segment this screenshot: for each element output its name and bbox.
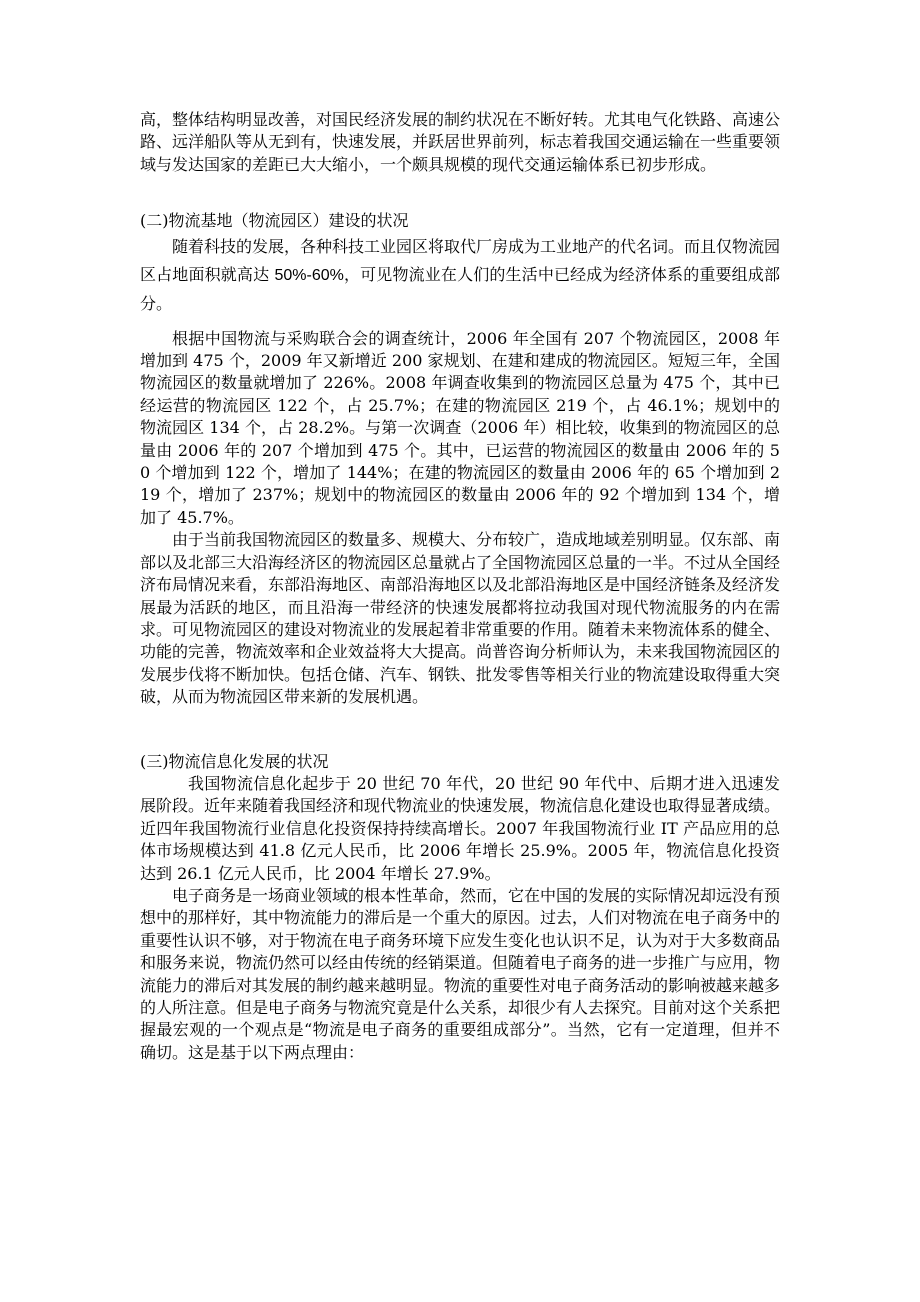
section-spacer xyxy=(140,709,780,751)
paragraph-regional-distribution: 由于当前我国物流园区的数量多、规模大、分布较广，造成地域差别明显。仅东部、南部以及北部三大沿海经济区的物流园区总量就占了全国物流园区总量的一半。不过从全国经济布局情况来看，东部沿海地区、南部沿海地区以及北部沿海地区是中国经济链条及经济发展最为活跃的地区，而且沿海一带经济的快速发展都将拉动我国对现代物流服务的内在需求。可见物流园区的建设对物流业的发展起着非常重要的作用。随着未来物流体系的健全、功能的完善，物流效率和企业效益将大大提高。尚普咨询分析师认为，未来我国物流园区的发展步伐将不断加快。包括仓储、汽车、钢铁、批发零售等相关行业的物流建设取得重大突破，从而为物流园区带来新的发展机遇。 xyxy=(140,530,781,707)
intro-paragraph: 高，整体结构明显改善，对国民经济发展的制约状况在不断好转。尤其电气化铁路、高速公路、远洋船队等从无到有，快速发展，并跃居世界前列，标志着我国交通运输在一些重要领域与发达国家的差距已大大缩小，一个颇具规模的现代交通运输体系已初步形成。 xyxy=(140,110,781,174)
section-heading-informatization: (三)物流信息化发展的状况 xyxy=(140,751,329,771)
paragraph-tech-park-text-b: ，可见物流业在人们的生活中已经成为经济体系的重要组成部分。 xyxy=(140,264,780,313)
paragraph-spacer xyxy=(140,318,780,328)
paragraph-survey-statistics: 根据中国物流与采购联合会的调查统计，2006 年全国有 207 个物流园区，2008 年增加到 475 个，2009 年又新增近 200 家规划、在建和建成的物流园区。短短三年，全国物流园区的数量就增加了 226%。2008 年调查收集到的物流园区总量为 475 个，其中已经运营的物流园区 122 个，占 25.7%；在建的物流园区 219 个，占 46.1%；规划中的物流园区 134 个，占 28.2%。与第一次调查（2006 年）相比较，收集到的物流园区的总量由 2006 年的 207 个增加到 475 个。其中，已运营的物流园区的数量由 2006 年的 50 个增加到 122 个，增加了 144%；在建的物流园区的数量由 2006 年的 65 个增加到 219 个，增加了 237%；规划中的物流园区的数量由 2006 年的 92 个增加到 134 个，增加了 45.7%。 xyxy=(140,328,780,527)
section-spacer xyxy=(140,176,780,210)
document-body xyxy=(140,109,780,1064)
land-area-percentage: 50%-60% xyxy=(274,266,344,284)
paragraph-tech-park xyxy=(140,233,780,318)
paragraph-tech-park-text-a: 随着科技的发展，各种科技工业园区将取代厂房成为工业地产的代名词。而且仅物流园区占地面积就高达 xyxy=(140,236,781,284)
paragraph-informatization-growth: 我国物流信息化起步于 20 世纪 70 年代，20 世纪 90 年代中、后期才进入迅速发展阶段。近年来随着我国经济和现代物流业的快速发展，物流信息化建设也取得显著成绩。近四年我国物流行业信息化投资保持持续高增长。2007 年我国物流行业 IT 产品应用的总体市场规模达到 41.8 亿元人民币，比 2006 年增长 25.9%。2005 年，物流信息化投资达到 26.1 亿元人民币，比 2004 年增长 27.9%。 xyxy=(140,773,781,883)
paragraph-ecommerce-logistics: 电子商务是一场商业领域的根本性革命，然而，它在中国的发展的实际情况却远没有预想中的那样好，其中物流能力的滞后是一个重大的原因。过去，人们对物流在电子商务中的重要性认识不够，对于物流在电子商务环境下应发生变化也认识不足，认为对于大多数商品和服务来说，物流仍然可以经由传统的经销渠道。但随着电子商务的进一步推广与应用，物流能力的滞后对其发展的制约越来越明显。物流的重要性对电子商务活动的影响被越来越多的人所注意。但是电子商务与物流究竟是什么关系，却很少有人去探究。目前对这个关系把握最宏观的一个观点是“物流是电子商务的重要组成部分”。当然，它有一定道理，但并不确切。这是基于以下两点理由： xyxy=(140,885,781,1062)
section-heading-logistics-base: (二)物流基地（物流园区）建设的状况 xyxy=(140,211,409,231)
